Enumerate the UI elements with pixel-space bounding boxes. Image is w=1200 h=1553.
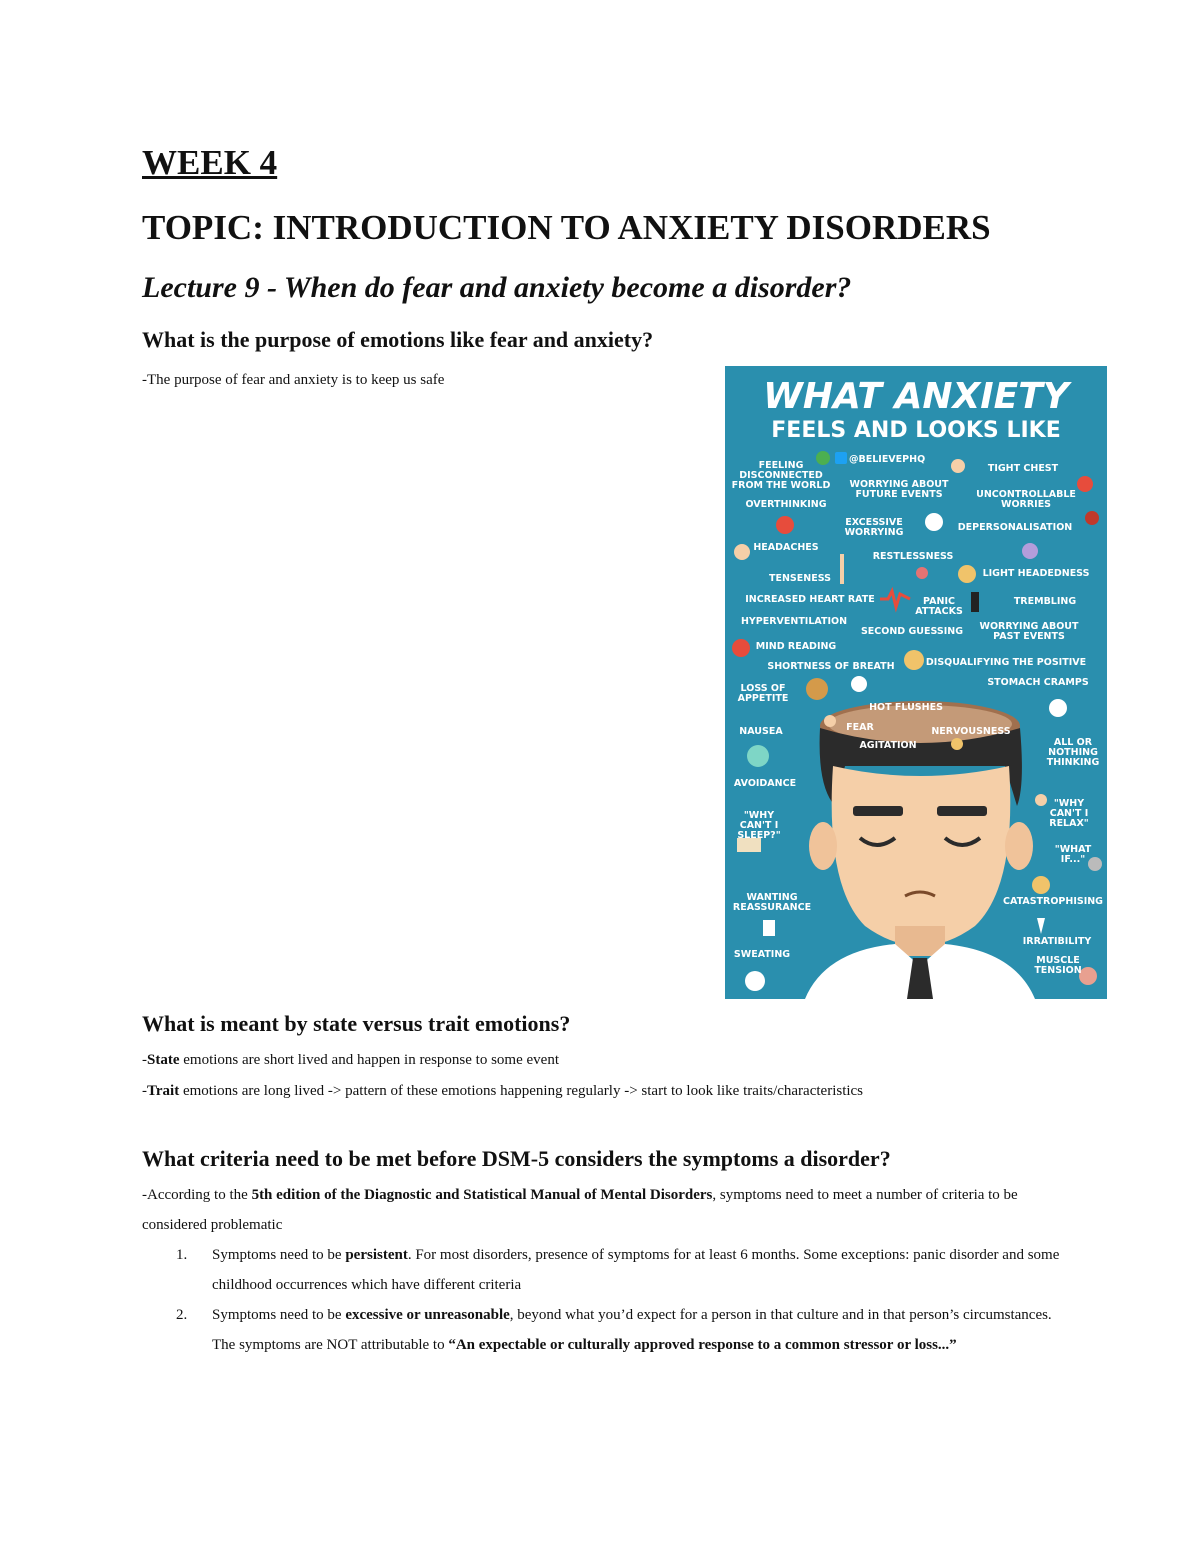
week-heading: WEEK 4 xyxy=(142,143,278,182)
label-why-cant-i-relax: "WHY CAN'T I RELAX" xyxy=(1049,798,1089,829)
label-worrying-past: WORRYING ABOUT PAST EVENTS xyxy=(979,621,1079,642)
label-irratibility: IRRATIBILITY xyxy=(1022,936,1092,947)
label-agitation: AGITATION xyxy=(859,740,917,751)
label-catastrophising: CATASTROPHISING xyxy=(1003,896,1103,907)
label-nausea: NAUSEA xyxy=(739,726,783,737)
label-second-guessing: SECOND GUESSING xyxy=(860,626,964,637)
lecture-heading: Lecture 9 - When do fear and anxiety become a disorder? xyxy=(142,271,852,304)
label-uncontrollable-worries: UNCONTROLLABLE WORRIES xyxy=(976,489,1076,510)
label-nervousness: NERVOUSNESS xyxy=(931,726,1011,737)
label-muscle-tension: MUSCLE TENSION xyxy=(1034,955,1082,976)
label-why-cant-i-sleep: "WHY CAN'T I SLEEP?" xyxy=(737,810,781,841)
label-tenseness: TENSENESS xyxy=(769,573,831,584)
question-state-vs-trait: What is meant by state versus trait emotions? xyxy=(142,1011,571,1036)
anxiety-infographic xyxy=(725,366,1107,999)
state-definition: -State emotions are short lived and happen in response to some event xyxy=(142,1052,559,1068)
label-loss-of-appetite: LOSS OF APPETITE xyxy=(737,683,789,704)
label-stomach-cramps: STOMACH CRAMPS xyxy=(987,677,1089,688)
label-worrying-future: WORRYING ABOUT FUTURE EVENTS xyxy=(849,479,949,500)
question-purpose-of-emotions: What is the purpose of emotions like fear and anxiety? xyxy=(142,327,654,352)
label-avoidance: AVOIDANCE xyxy=(733,778,797,789)
list-item: 1. Symptoms need to be persistent. For most disorders, presence of symptoms for at least 6 months. Some exceptions: panic disorder and some childhood occurrences which have different criteria xyxy=(176,1247,1060,1293)
label-disqualifying-the-positive: DISQUALIFYING THE POSITIVE xyxy=(925,657,1087,668)
criteria-list xyxy=(142,1240,1072,1360)
label-fear: FEAR xyxy=(846,722,874,733)
label-increased-heart-rate: INCREASED HEART RATE xyxy=(745,594,875,605)
label-overthinking: OVERTHINKING xyxy=(745,499,827,510)
label-headaches: HEADACHES xyxy=(753,542,819,553)
label-all-or-nothing-thinking: ALL OR NOTHING THINKING xyxy=(1046,737,1100,768)
label-trembling: TREMBLING xyxy=(1013,596,1077,607)
twitter-icon xyxy=(835,452,847,464)
label-mind-reading: MIND READING xyxy=(755,641,837,652)
label-hot-flushes: HOT FLUSHES xyxy=(869,702,943,713)
list-item: 2. Symptoms need to be excessive or unreasonable, beyond what you’d expect for a person in that culture and in that person’s circumstances. The symptoms are NOT attributable to “An expectable or culturally approved response to a common stressor or loss...” xyxy=(176,1307,1052,1353)
label-shortness-of-breath: SHORTNESS OF BREATH xyxy=(767,661,895,672)
trait-definition: -Trait emotions are long lived -> pattern of these emotions happening regularly -> start to look like traits/characteristics xyxy=(142,1083,864,1099)
label-depersonalisation: DEPERSONALISATION xyxy=(957,522,1073,533)
dsm5-intro: -According to the 5th edition of the Diagnostic and Statistical Manual of Mental Disorders, symptoms need to meet a number of criteria to be considered problematic xyxy=(142,1187,1018,1233)
infographic-subtitle: FEELS AND LOOKS LIKE xyxy=(771,418,1061,443)
label-wanting-reassurance: WANTING REASSURANCE xyxy=(732,892,812,913)
label-what-if: "WHAT IF..." xyxy=(1054,844,1092,865)
label-panic-attacks: PANIC ATTACKS xyxy=(915,596,963,617)
question-dsm5-criteria: What criteria need to be met before DSM-5 considers the symptoms a disorder? xyxy=(142,1146,891,1171)
answer-purpose-of-emotions: -The purpose of fear and anxiety is to keep us safe xyxy=(142,372,445,388)
label-light-headedness: LIGHT HEADEDNESS xyxy=(982,568,1090,579)
infographic-title: WHAT ANXIETY xyxy=(763,376,1069,417)
label-feeling-disconnected: FEELING DISCONNECTED FROM THE WORLD xyxy=(731,460,831,491)
topic-heading: TOPIC: INTRODUCTION TO ANXIETY DISORDERS xyxy=(142,208,991,247)
label-sweating: SWEATING xyxy=(733,949,791,960)
label-hyperventilation: HYPERVENTILATION xyxy=(740,616,848,627)
label-restlessness: RESTLESSNESS xyxy=(872,551,954,562)
label-excessive-worrying: EXCESSIVE WORRYING xyxy=(844,517,904,538)
label-tight-chest: TIGHT CHEST xyxy=(987,463,1059,474)
infographic-handle: @BELIEVEPHQ xyxy=(849,454,926,465)
